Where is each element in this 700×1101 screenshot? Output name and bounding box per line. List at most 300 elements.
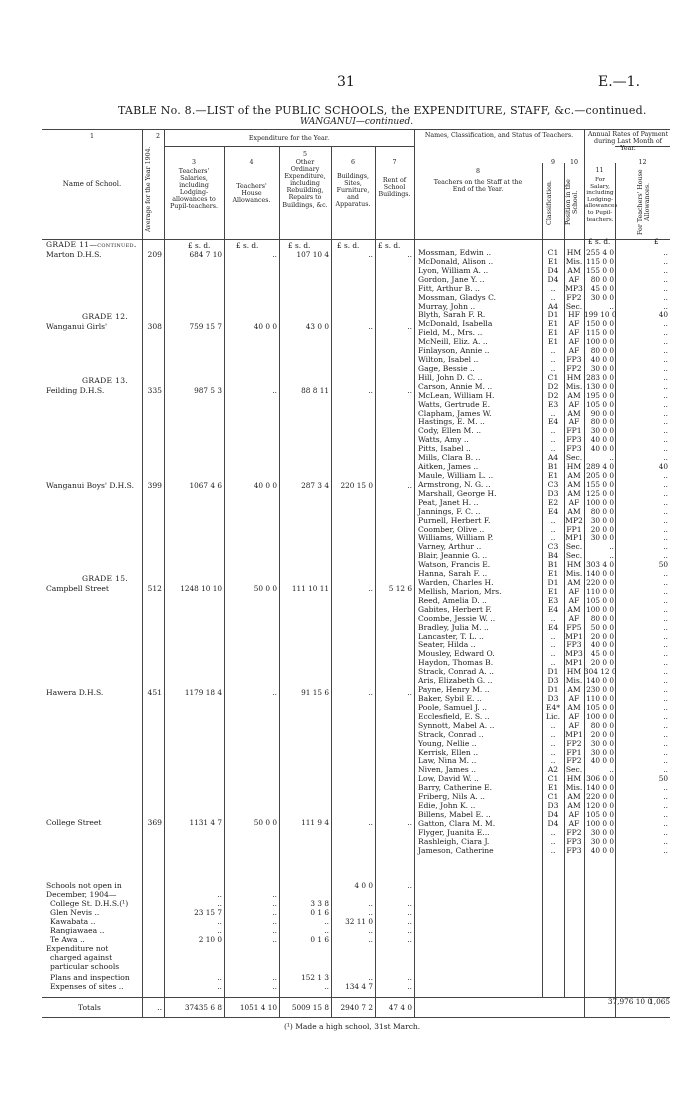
teacher-house-allowance-rate: ..	[663, 649, 668, 658]
teacher-classification: B1	[547, 560, 559, 569]
teacher-classification: ..	[550, 739, 556, 748]
teacher-house-allowance-rate: ..	[663, 587, 668, 596]
teacher-classification: C1	[547, 248, 559, 257]
teacher-salary-rate: 80 0 0	[590, 346, 614, 355]
school-salaries: 1131 4 7	[189, 818, 222, 827]
teacher-name: Synnott, Mabel A. ..	[418, 721, 495, 730]
teacher-name: Payne, Henry M. ..	[418, 685, 490, 694]
teacher-salary-rate: 30 0 0	[590, 748, 614, 757]
teacher-classification: C3	[547, 542, 559, 551]
totals-col3: 37435 6 8	[184, 1003, 222, 1012]
teacher-salary-rate: 150 0 0	[586, 319, 614, 328]
teacher-house-allowance-rate: ..	[663, 694, 668, 703]
teacher-name: Warden, Charles H.	[418, 578, 494, 587]
teacher-classification: D1	[547, 667, 559, 676]
teacher-name: Law, Nina M. ..	[418, 756, 477, 765]
teacher-classification: E1	[547, 471, 559, 480]
teacher-classification: ..	[550, 284, 556, 293]
teacher-house-allowance-rate: ..	[663, 248, 668, 257]
teacher-salary-rate: 306 0 0	[586, 774, 614, 783]
school-average: 335	[147, 386, 162, 395]
currency-mark-col5: £ s. d.	[288, 241, 311, 250]
teacher-position: AF	[568, 694, 580, 703]
teacher-salary-rate: ..	[609, 542, 614, 551]
teacher-name: Lancaster, T. L. ..	[418, 632, 484, 641]
currency-mark-col3: £ s. d.	[188, 241, 211, 250]
teacher-salary-rate: 100 0 0	[586, 712, 614, 721]
teacher-name: Finlayson, Annie ..	[418, 346, 490, 355]
teacher-name: McDonald, Isabella	[418, 319, 493, 328]
other-row-rent: ..	[407, 881, 412, 890]
teacher-house-allowance-rate: ..	[663, 792, 668, 801]
other-row-buildings: 4 0 0	[354, 881, 373, 890]
teacher-position: FP3	[566, 846, 582, 855]
school-house-allowance: 40 0 0	[253, 322, 277, 331]
teacher-house-allowance-rate: ..	[663, 739, 668, 748]
teacher-position: FP3	[566, 837, 582, 846]
teacher-salary-rate: ..	[609, 765, 614, 774]
school-buildings: ..	[368, 818, 373, 827]
col2-header: Average for the Year 1904.	[145, 146, 152, 232]
teacher-position: AM	[567, 409, 581, 418]
teacher-house-allowance-rate: ..	[663, 507, 668, 516]
school-name: Wanganui Boys' D.H.S.	[46, 481, 135, 490]
teacher-house-allowance-rate: ..	[663, 533, 668, 542]
teacher-position: AM	[567, 792, 581, 801]
teacher-position: HF	[568, 310, 580, 319]
teacher-name: Young, Nellie ..	[418, 739, 477, 748]
report-code: E.—1.	[598, 74, 641, 90]
grade-heading: GRADE 11—continued.	[46, 240, 137, 249]
teacher-house-allowance-rate: ..	[663, 302, 668, 311]
teacher-position: AF	[568, 337, 580, 346]
school-house-allowance: ..	[272, 250, 277, 259]
school-buildings: ..	[368, 322, 373, 331]
teacher-name: Strack, Conrad A. ..	[418, 667, 494, 676]
teacher-position: Mis.	[565, 382, 583, 391]
teacher-classification: ..	[550, 748, 556, 757]
teacher-classification: E4	[547, 417, 559, 426]
teacher-house-allowance-rate: ..	[663, 783, 668, 792]
totals-average: ..	[157, 1003, 162, 1012]
teacher-house-allowance-rate: ..	[663, 640, 668, 649]
school-name: Marton D.H.S.	[46, 250, 102, 259]
teacher-position: MP3	[565, 284, 583, 293]
teacher-name: Watson, Francis E.	[418, 560, 491, 569]
teacher-name: Cody, Ellen M. ..	[418, 426, 481, 435]
other-row-salaries: ..	[217, 926, 222, 935]
teacher-salary-rate: 20 0 0	[590, 658, 614, 667]
currency-mark-col12: £	[654, 237, 659, 246]
teacher-salary-rate: 40 0 0	[590, 435, 614, 444]
teacher-house-allowance-rate: ..	[663, 471, 668, 480]
teacher-house-allowance-rate: ..	[663, 275, 668, 284]
teacher-salary-rate: 230 0 0	[586, 685, 614, 694]
teacher-salary-rate: 45 0 0	[590, 649, 614, 658]
teacher-house-allowance-rate: 40	[658, 462, 668, 471]
other-row-label: College St. D.H.S.(¹)	[50, 899, 129, 908]
teacher-house-allowance-rate: ..	[663, 828, 668, 837]
other-row-buildings: ..	[368, 908, 373, 917]
teacher-classification: E1	[547, 328, 559, 337]
district-subtitle: WANGANUI—continued.	[300, 117, 414, 127]
teacher-classification: C1	[547, 792, 559, 801]
teacher-salary-rate: 30 0 0	[590, 828, 614, 837]
teacher-position: FP3	[566, 444, 582, 453]
teacher-salary-rate: 140 0 0	[586, 569, 614, 578]
other-row-house-allowance: ..	[272, 926, 277, 935]
teacher-salary-rate: 30 0 0	[590, 739, 614, 748]
teacher-position: AF	[568, 417, 580, 426]
other-row-buildings: ..	[368, 935, 373, 944]
col8-number: 8	[475, 168, 480, 175]
teacher-house-allowance-rate: ..	[663, 569, 668, 578]
teacher-classification: C1	[547, 373, 559, 382]
teacher-name: Marshall, George H.	[418, 489, 497, 498]
school-rent: ..	[407, 818, 412, 827]
teacher-position: FP1	[566, 426, 582, 435]
teacher-house-allowance-rate: ..	[663, 453, 668, 462]
teacher-classification: E4*	[545, 703, 561, 712]
school-other-expenditure: 43 0 0	[305, 322, 329, 331]
teacher-classification: ..	[550, 649, 556, 658]
teacher-salary-rate: 105 0 0	[586, 703, 614, 712]
teacher-salary-rate: 220 0 0	[586, 578, 614, 587]
teacher-salary-rate: 30 0 0	[590, 516, 614, 525]
teacher-classification: D3	[547, 694, 559, 703]
teacher-position: FP3	[566, 640, 582, 649]
other-row-label: charged against	[50, 953, 113, 962]
teacher-salary-rate: 120 0 0	[586, 801, 614, 810]
school-rent: ..	[407, 250, 412, 259]
teacher-name: Haydon, Thomas B.	[418, 658, 494, 667]
teacher-name: Barry, Catherine E.	[418, 783, 493, 792]
other-row-label: December, 1904—	[46, 890, 117, 899]
teacher-salary-rate: 80 0 0	[590, 721, 614, 730]
teacher-classification: C3	[547, 480, 559, 489]
teacher-name: Varney, Arthur ..	[418, 542, 482, 551]
teacher-name: Mossman, Gladys C.	[418, 293, 497, 302]
col1-header: Name of School.	[62, 180, 122, 188]
teacher-name: Fitt, Arthur B. ..	[418, 284, 480, 293]
teacher-position: Sec.	[565, 542, 583, 551]
teacher-position: Mis.	[565, 257, 583, 266]
school-other-expenditure: 111 9 4	[301, 818, 329, 827]
school-average: 451	[147, 688, 162, 697]
teacher-salary-rate: 220 0 0	[586, 792, 614, 801]
teacher-position: HM	[566, 667, 582, 676]
teacher-position: FP5	[566, 623, 582, 632]
col11-header: For Salary, including Lodging-allowances to Pupil-teachers.	[585, 177, 618, 223]
teacher-position: AF	[568, 498, 580, 507]
teacher-salary-rate: 283 0 0	[586, 373, 614, 382]
teacher-classification: D1	[547, 685, 559, 694]
teacher-house-allowance-rate: ..	[663, 721, 668, 730]
other-row-label: Te Awa ..	[50, 935, 85, 944]
school-name: Feilding D.H.S.	[46, 386, 105, 395]
teacher-house-allowance-rate: 50	[658, 774, 668, 783]
teacher-house-allowance-rate: 50	[658, 560, 668, 569]
teacher-house-allowance-rate: ..	[663, 435, 668, 444]
teacher-house-allowance-rate: ..	[663, 319, 668, 328]
teacher-name: Baker, Sybil E. ..	[418, 694, 482, 703]
teacher-name: Friberg, Nils A. ..	[418, 792, 485, 801]
teacher-classification: Lic.	[545, 712, 561, 721]
teacher-position: AM	[567, 471, 581, 480]
teacher-position: MP3	[565, 649, 583, 658]
totals-col5: 5009 15 8	[291, 1003, 329, 1012]
teacher-salary-rate: 304 12 0	[584, 667, 617, 676]
other-row-buildings: ..	[368, 926, 373, 935]
teacher-classification: B1	[547, 462, 559, 471]
school-salaries: 1179 18 4	[184, 688, 222, 697]
teacher-classification: ..	[550, 426, 556, 435]
teacher-salary-rate: 50 0 0	[590, 623, 614, 632]
other-row-rent: ..	[407, 935, 412, 944]
teacher-salary-rate: ..	[609, 302, 614, 311]
teacher-house-allowance-rate: ..	[663, 498, 668, 507]
teacher-classification: ..	[550, 632, 556, 641]
other-row-house-allowance: ..	[272, 973, 277, 982]
teacher-house-allowance-rate: ..	[663, 748, 668, 757]
teacher-house-allowance-rate: ..	[663, 542, 668, 551]
teacher-classification: ..	[550, 409, 556, 418]
teacher-name: Jannings, F. C. ..	[418, 507, 481, 516]
teacher-salary-rate: 199 10 0	[584, 310, 617, 319]
col3-number: 3	[191, 159, 196, 166]
teacher-salary-rate: 255 4 0	[586, 248, 614, 257]
col7-header: Rent of School Buildings.	[378, 177, 411, 199]
other-row-salaries: ..	[217, 890, 222, 899]
other-row-buildings: ..	[368, 899, 373, 908]
other-row-rent: ..	[407, 926, 412, 935]
other-row-buildings: 32 11 0	[345, 917, 373, 926]
teacher-house-allowance-rate: ..	[663, 266, 668, 275]
other-row-house-allowance: ..	[272, 935, 277, 944]
teacher-house-allowance-rate: ..	[663, 355, 668, 364]
teacher-classification: ..	[550, 846, 556, 855]
teacher-position: AM	[567, 801, 581, 810]
teacher-position: MP1	[565, 632, 583, 641]
teacher-position: AM	[567, 391, 581, 400]
teacher-salary-rate: ..	[609, 551, 614, 560]
teacher-name: Edie, John K. ..	[418, 801, 476, 810]
teacher-house-allowance-rate: ..	[663, 703, 668, 712]
school-name: College Street	[46, 818, 102, 827]
teacher-name: Hanna, Sarah F. ..	[418, 569, 488, 578]
teacher-classification: E1	[547, 783, 559, 792]
teacher-salary-rate: 30 0 0	[590, 837, 614, 846]
teacher-position: AM	[567, 703, 581, 712]
teacher-house-allowance-rate: ..	[663, 712, 668, 721]
teacher-classification: E4	[547, 605, 559, 614]
teacher-position: MP1	[565, 730, 583, 739]
other-row-label: particular schools	[50, 962, 120, 971]
totals-label: Totals	[78, 1003, 101, 1012]
teacher-salary-rate: 303 4 0	[586, 560, 614, 569]
teacher-name: Gatton, Clara M. M.	[418, 819, 496, 828]
other-row-house-allowance: ..	[272, 982, 277, 991]
teacher-classification: A4	[547, 302, 559, 311]
teacher-classification: D4	[547, 810, 559, 819]
teacher-classification: ..	[550, 516, 556, 525]
teacher-classification: E3	[547, 400, 559, 409]
teacher-classification: E1	[547, 319, 559, 328]
teacher-name: Williams, William P.	[418, 533, 494, 542]
teacher-name: McNeill, Eliz. A. ..	[418, 337, 488, 346]
teacher-name: Aris, Elizabeth G. ..	[418, 676, 493, 685]
teacher-name: Mossman, Edwin ..	[418, 248, 492, 257]
teacher-salary-rate: 155 0 0	[586, 266, 614, 275]
other-row-salaries: ..	[217, 899, 222, 908]
other-row-salaries: 2 10 0	[198, 935, 222, 944]
teacher-salary-rate: 30 0 0	[590, 293, 614, 302]
teacher-position: AF	[568, 275, 580, 284]
teacher-classification: ..	[550, 756, 556, 765]
teacher-position: AF	[568, 587, 580, 596]
col6-header: Buildings, Sites, Furniture, and Apparatus.	[335, 173, 371, 209]
col6-number: 6	[350, 159, 355, 166]
teacher-name: Maule, William L. ..	[418, 471, 494, 480]
teacher-name: Wilton, Isabel ..	[418, 355, 479, 364]
teacher-house-allowance-rate: ..	[663, 373, 668, 382]
other-row-other-expenditure: 3 3 8	[310, 899, 329, 908]
teacher-name: Field, M., Mrs. ..	[418, 328, 483, 337]
teacher-name: Ecclesfield, E. S. ..	[418, 712, 490, 721]
teacher-house-allowance-rate: ..	[663, 658, 668, 667]
school-rent: ..	[407, 386, 412, 395]
school-rent: ..	[407, 481, 412, 490]
teacher-classification: A2	[547, 765, 559, 774]
teacher-salary-rate: 80 0 0	[590, 614, 614, 623]
other-row-salaries: ..	[217, 917, 222, 926]
teacher-classification: D4	[547, 275, 559, 284]
school-salaries: 987 5 3	[194, 386, 222, 395]
teacher-house-allowance-rate: ..	[663, 578, 668, 587]
teacher-house-allowance-rate: ..	[663, 756, 668, 765]
teacher-house-allowance-rate: 40	[658, 310, 668, 319]
teacher-name: Bradley, Julia M. ..	[418, 623, 489, 632]
currency-mark-col6: £ s. d.	[337, 241, 360, 250]
teacher-house-allowance-rate: ..	[663, 346, 668, 355]
teacher-salary-rate: 125 0 0	[586, 489, 614, 498]
teacher-name: Carson, Annie M. ..	[418, 382, 493, 391]
col4-number: 4	[249, 159, 254, 166]
school-other-expenditure: 88 8 11	[301, 386, 329, 395]
teacher-name: Blair, Jeannie G. ..	[418, 551, 488, 560]
teacher-classification: D3	[547, 676, 559, 685]
other-row-rent: ..	[407, 982, 412, 991]
teacher-house-allowance-rate: ..	[663, 516, 668, 525]
teacher-name: Flyger, Juanita E...	[418, 828, 490, 837]
teacher-salary-rate: 20 0 0	[590, 730, 614, 739]
teacher-classification: B4	[547, 551, 559, 560]
teacher-salary-rate: 105 0 0	[586, 400, 614, 409]
teacher-house-allowance-rate: ..	[663, 364, 668, 373]
teacher-name: Kerrisk, Ellen ..	[418, 748, 479, 757]
teacher-position: HM	[566, 248, 582, 257]
teacher-position: Mis.	[565, 783, 583, 792]
teacher-house-allowance-rate: ..	[663, 667, 668, 676]
teacher-salary-rate: 110 0 0	[586, 587, 614, 596]
teacher-name: Gage, Bessie ..	[418, 364, 475, 373]
school-other-expenditure: 287 3 4	[301, 481, 329, 490]
teacher-position: MP1	[565, 533, 583, 542]
school-house-allowance: 50 0 0	[253, 818, 277, 827]
teacher-house-allowance-rate: ..	[663, 801, 668, 810]
totals-col11: 37,976 10 0	[607, 997, 652, 1006]
school-house-allowance: 40 0 0	[253, 481, 277, 490]
teacher-house-allowance-rate: ..	[663, 426, 668, 435]
teacher-name: Purnell, Herbert F.	[418, 516, 491, 525]
teacher-classification: A4	[547, 453, 559, 462]
teacher-salary-rate: 105 0 0	[586, 810, 614, 819]
col12-number: 12	[638, 159, 647, 166]
teacher-name: Mousley, Edward O.	[418, 649, 495, 658]
teacher-house-allowance-rate: ..	[663, 337, 668, 346]
rates-group-header: Annual Rates of Payment during Last Month of Year.	[587, 131, 669, 153]
col4-header: Teachers' House Allowances.	[232, 183, 271, 205]
school-rent: ..	[407, 322, 412, 331]
totals-col7: 47 4 0	[388, 1003, 412, 1012]
teacher-classification: ..	[550, 730, 556, 739]
teacher-position: HM	[566, 774, 582, 783]
col10-number: 10	[569, 159, 578, 166]
school-other-expenditure: 91 15 6	[301, 688, 329, 697]
other-row-other-expenditure: ..	[324, 926, 329, 935]
teacher-position: AM	[567, 578, 581, 587]
teacher-house-allowance-rate: ..	[663, 444, 668, 453]
teacher-salary-rate: 140 0 0	[586, 676, 614, 685]
teacher-name: Pitts, Isabel ..	[418, 444, 471, 453]
teacher-salary-rate: 115 0 0	[586, 328, 614, 337]
teacher-house-allowance-rate: ..	[663, 284, 668, 293]
teacher-salary-rate: 30 0 0	[590, 426, 614, 435]
teacher-house-allowance-rate: ..	[663, 837, 668, 846]
school-salaries: 684 7 10	[189, 250, 222, 259]
teacher-position: Sec.	[565, 551, 583, 560]
teacher-classification: D3	[547, 801, 559, 810]
grade-heading: GRADE 13.	[82, 376, 129, 385]
teacher-salary-rate: 30 0 0	[590, 533, 614, 542]
teacher-name: Aitken, James ..	[418, 462, 479, 471]
school-buildings: ..	[368, 250, 373, 259]
school-buildings: 220 15 0	[340, 481, 373, 490]
teacher-classification: D4	[547, 266, 559, 275]
school-house-allowance: ..	[272, 688, 277, 697]
teacher-position: FP1	[566, 748, 582, 757]
teacher-house-allowance-rate: ..	[663, 676, 668, 685]
teacher-salary-rate: 115 0 0	[586, 257, 614, 266]
teacher-house-allowance-rate: ..	[663, 846, 668, 855]
teacher-classification: E3	[547, 596, 559, 605]
teacher-position: FP2	[566, 364, 582, 373]
teacher-position: FP1	[566, 525, 582, 534]
teacher-house-allowance-rate: ..	[663, 382, 668, 391]
teacher-name: Clapham, James W.	[418, 409, 492, 418]
teacher-position: AM	[567, 489, 581, 498]
teacher-salary-rate: 45 0 0	[590, 284, 614, 293]
teacher-house-allowance-rate: ..	[663, 623, 668, 632]
other-row-buildings: 134 4 7	[345, 982, 373, 991]
teacher-classification: E1	[547, 337, 559, 346]
col1-number: 1	[89, 133, 94, 140]
teacher-position: Sec.	[565, 765, 583, 774]
teacher-classification: ..	[550, 435, 556, 444]
school-salaries: 759 15 7	[189, 322, 222, 331]
teacher-house-allowance-rate: ..	[663, 596, 668, 605]
teacher-classification: ..	[550, 640, 556, 649]
